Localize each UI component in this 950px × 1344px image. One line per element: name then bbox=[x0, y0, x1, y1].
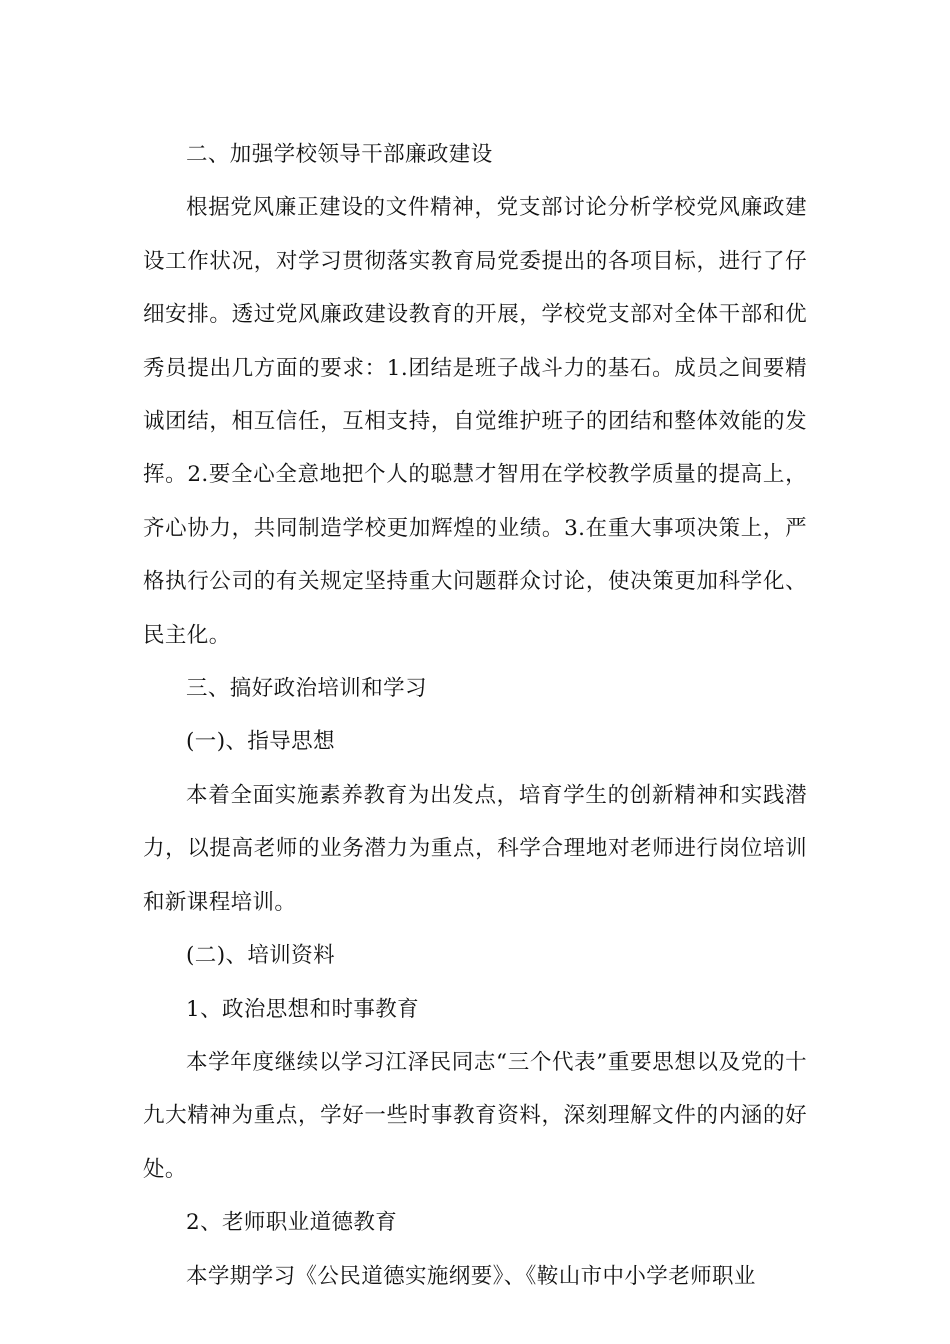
item-heading-political-education: 1、政治思想和时事教育 bbox=[186, 996, 420, 1022]
section-heading-2: 二、加强学校领导干部廉政建设 bbox=[186, 142, 493, 167]
section-heading-3: 三、搞好政治培训和学习 bbox=[186, 676, 427, 702]
subheading-training-materials: (二)、培训资料 bbox=[186, 943, 335, 969]
item-heading-ethics-education: 2、老师职业道德教育 bbox=[186, 1210, 398, 1236]
paragraph-political-education: 本学年度继续以学习江泽民同志“三个代表”重要思想以及党的十九大精神为重点，学好一些时事教育资料，深刻理解文件的内涵的好处。 bbox=[143, 1049, 807, 1182]
paragraph-ethics-education: 本学期学习《公民道德实施纲要》、《鞍山市中小学老师职业 bbox=[186, 1263, 756, 1289]
paragraph-party-conduct: 根据党风廉正建设的文件精神，党支部讨论分析学校党风廉政建设工作状况，对学习贯彻落实教育局党委提出的各项目标，进行了仔细安排。透过党风廉政建设教育的开展，学校党支部对全体干部和优秀员提出几方面的要求：1.团结是班子战斗力的基石。成员之间要精诚团结，相互信任，互相支持，自觉维护班子的团结和整体效能的发挥。2.要全心全意地把个人的聪慧才智用在学校教学质量的提高上，齐心协力，共同制造学校更加辉煌的业绩。3.在重大事项决策上，严格执行公司的有关规定坚持重大问题群众讨论，使决策更加科学化、民主化。 bbox=[143, 195, 807, 648]
paragraph-guiding-thought: 本着全面实施素养教育为出发点，培育学生的创新精神和实践潜力，以提高老师的业务潜力为重点，科学合理地对老师进行岗位培训和新课程培训。 bbox=[143, 782, 807, 915]
subheading-guiding-thought: (一)、指导思想 bbox=[186, 729, 335, 755]
document-body bbox=[143, 128, 807, 1303]
